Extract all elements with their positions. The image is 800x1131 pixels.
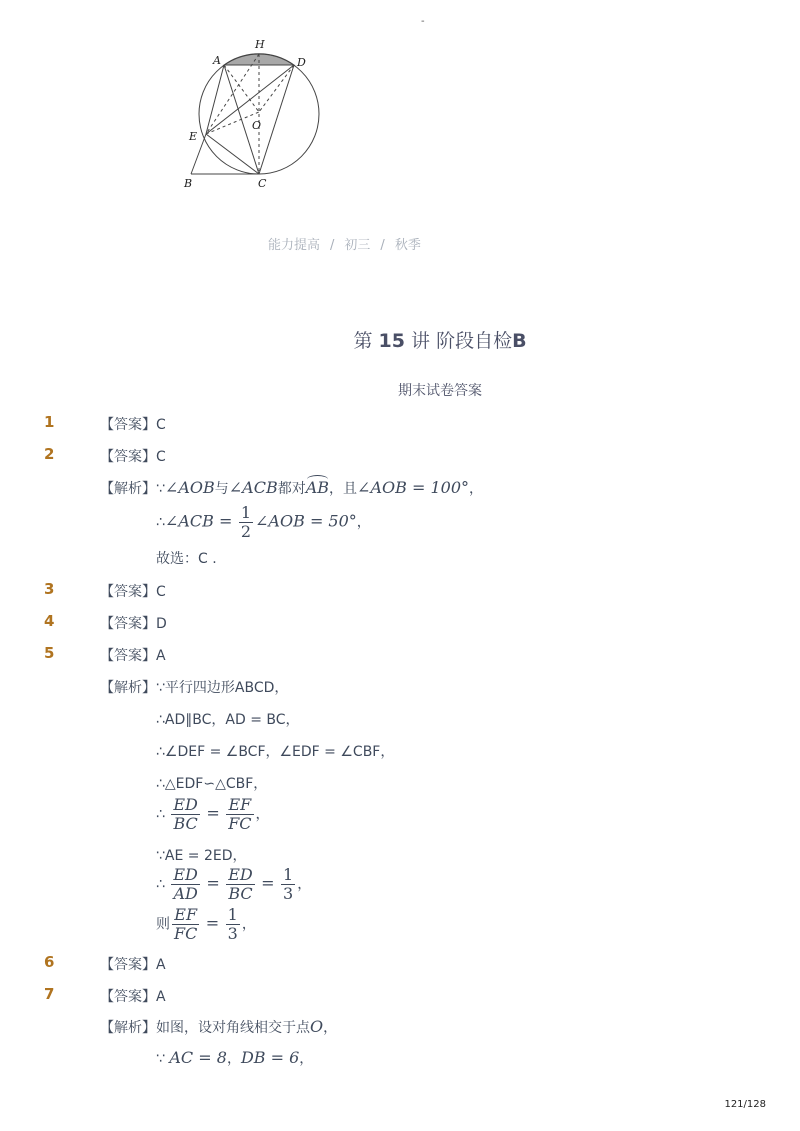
- breadcrumb-item[interactable]: 初三: [344, 238, 371, 253]
- label-a: A: [213, 54, 221, 67]
- breadcrumb-item[interactable]: 能力提高: [268, 238, 321, 253]
- header-mark: -: [421, 16, 425, 27]
- analysis-line: ∴AD∥BC，AD = BC，: [156, 712, 300, 728]
- answer-value: A: [156, 648, 166, 664]
- analysis-row: 【解析】∵∠AOB与∠ACB都对AB，且∠AOB = 100°，: [100, 478, 483, 497]
- analysis-row: 【解析】如图，设对角线相交于点O，: [100, 1017, 338, 1036]
- page-title: [0, 326, 800, 353]
- title-prefix: 第: [353, 330, 373, 352]
- answer-row: [100, 613, 167, 633]
- label-o: O: [252, 119, 262, 132]
- answer-row: [100, 954, 166, 974]
- label-h: H: [255, 38, 265, 51]
- label-c: C: [258, 177, 267, 190]
- answer-tag: 【答案】: [100, 449, 156, 465]
- title-suffix: B: [512, 330, 527, 352]
- analysis-line: ∵ AC = 8，DB = 6，: [156, 1048, 314, 1067]
- analysis-line: ∴ $\frac{ED}{BC}$ = $\frac{EF}{FC}$ ，: [156, 795, 270, 833]
- answer-value: A: [156, 989, 166, 1005]
- answer-tag: 【答案】: [100, 584, 156, 600]
- answer-row: [100, 414, 166, 434]
- answer-row: [100, 986, 166, 1006]
- answer-tag: 【答案】: [100, 616, 156, 632]
- answer-value: A: [156, 957, 166, 973]
- question-number: 1: [44, 413, 55, 431]
- answer-tag: 【答案】: [100, 989, 156, 1005]
- answer-row: [100, 446, 166, 466]
- question-number: 4: [44, 612, 55, 630]
- question-number: 3: [44, 580, 55, 598]
- answer-tag: 【答案】: [100, 417, 156, 433]
- title-mid: 讲: [411, 330, 431, 352]
- title-number: 15: [378, 330, 405, 352]
- analysis-line: ∴∠ACB = $\frac{1}{2}$ ∠AOB = 50°，: [156, 503, 371, 541]
- analysis-line: ∴∠DEF = ∠BCF，∠EDF = ∠CBF，: [156, 744, 395, 760]
- geometry-figure: [180, 34, 330, 194]
- analysis-tag: 【解析】: [100, 680, 156, 696]
- breadcrumb-separator: /: [380, 238, 385, 253]
- answer-value: C: [156, 584, 166, 600]
- label-e: E: [189, 130, 198, 143]
- answer-value: C: [156, 417, 166, 433]
- title-name: 阶段自检: [436, 330, 513, 352]
- breadcrumb: [268, 234, 421, 253]
- answer-tag: 【答案】: [100, 648, 156, 664]
- analysis-line: 故选：C .: [156, 551, 217, 567]
- label-d: D: [297, 56, 306, 69]
- breadcrumb-item[interactable]: 秋季: [394, 238, 421, 253]
- analysis-line: 则 $\frac{EF}{FC}$ = $\frac{1}{3}$ ，: [156, 905, 256, 943]
- analysis-tag: 【解析】: [100, 481, 156, 497]
- label-b: B: [184, 177, 193, 190]
- question-number: 7: [44, 985, 55, 1003]
- question-number: 5: [44, 644, 55, 662]
- answer-value: C: [156, 449, 166, 465]
- analysis-line: ∴△EDF∽△CBF，: [156, 776, 268, 792]
- analysis-line: ∴ $\frac{ED}{AD}$ = $\frac{ED}{BC}$ = $\frac{1}{3}$ ，: [156, 865, 312, 903]
- question-number: 6: [44, 953, 55, 971]
- page-subtitle: 期末试卷答案: [398, 383, 482, 399]
- question-number: 2: [44, 445, 55, 463]
- answer-row: [100, 645, 166, 665]
- page-number: 121/128: [724, 1099, 766, 1110]
- analysis-row: 【解析】∵平行四边形ABCD，: [100, 680, 289, 696]
- analysis-tag: 【解析】: [100, 1020, 156, 1036]
- answer-row: [100, 581, 166, 601]
- arc-ab: AB: [305, 478, 330, 497]
- answer-value: D: [156, 616, 167, 632]
- analysis-line: ∵AE = 2ED，: [156, 848, 247, 864]
- answer-tag: 【答案】: [100, 957, 156, 973]
- breadcrumb-separator: /: [330, 238, 335, 253]
